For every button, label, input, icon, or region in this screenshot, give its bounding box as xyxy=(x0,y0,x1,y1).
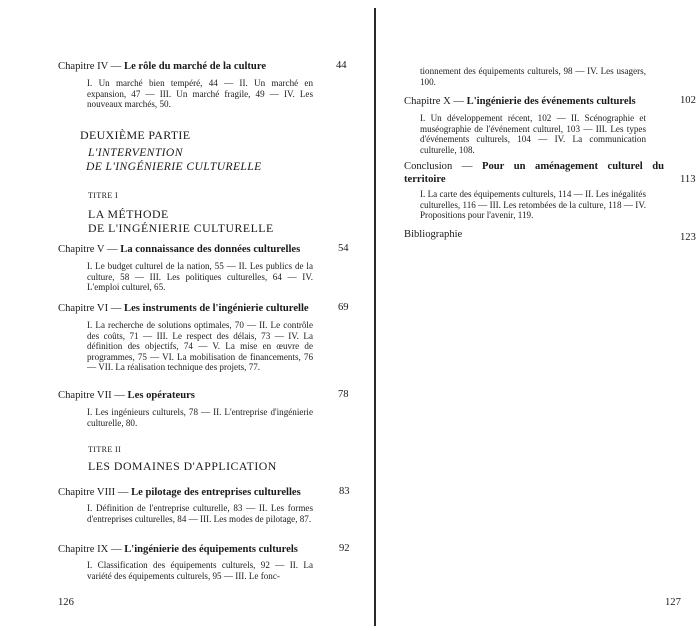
chapter-title: Le rôle du marché de la culture xyxy=(124,61,267,72)
right-page xyxy=(380,0,700,631)
titre-label: TITRE I xyxy=(88,191,119,200)
part-title-line1: L'INTERVENTION xyxy=(88,146,183,159)
chapter-summary: I. Un marché bien tempéré, 44 — II. Un marché en expansion, 47 — III. Un marché fragile, 49 — IV. Les nouveaux marchés, 50. xyxy=(87,78,313,109)
chapter-heading: Chapitre VIII — Le pilotage des entreprises culturelles xyxy=(58,487,301,498)
chapter-summary: I. Le budget culturel de la nation, 55 — II. Les publics de la culture, 58 — III. Les politiques culturelles, 64 — IV. L'emploi culturel, 65. xyxy=(87,261,313,292)
chapter-summary: I. Un développement récent, 102 — II. Scénographie et muséographie de l'événement culturel, 103 — III. Les types d'événements culturels, 104 — IV. La communication culturelle, 108. xyxy=(420,113,646,155)
chapter-summary-continuation: tionnement des équipements culturels, 98 — IV. Les usagers, 100. xyxy=(420,66,646,87)
chapter-title: La connaissance des données culturelles xyxy=(120,244,301,255)
chapter-heading: Chapitre IX — L'ingénierie des équipements culturels xyxy=(58,544,298,555)
chapter-label: Chapitre IV xyxy=(58,61,109,72)
chapter-heading: Chapitre V — La connaissance des données culturelles xyxy=(58,244,301,255)
chapter-label: Conclusion xyxy=(404,161,453,172)
chapter-label: Chapitre X xyxy=(404,96,451,107)
chapter-title: Pour un aménagement culturel du territoire xyxy=(404,161,664,185)
chapter-page-number: 54 xyxy=(338,243,349,254)
chapter-heading: Chapitre VII — Les opérateurs xyxy=(58,390,195,401)
chapter-summary: I. Les ingénieurs culturels, 78 — II. L'entreprise d'ingénierie culturelle, 80. xyxy=(87,407,313,428)
titre-heading-line1: LA MÉTHODE xyxy=(88,207,169,221)
chapter-summary: I. La carte des équipements culturels, 114 — II. Les inégalités culturelles, 116 — III. Les retombées de la culture, 118 — IV. Propositions pour l'avenir, 119. xyxy=(420,189,646,220)
chapter-title: Le pilotage des entreprises culturelles xyxy=(131,487,301,498)
bibliography-page-number: 123 xyxy=(680,232,696,243)
chapter-heading: Conclusion — Pour un aménagement culturel du territoire xyxy=(404,161,664,185)
chapter-page-number: 69 xyxy=(338,302,349,313)
chapter-page-number: 83 xyxy=(339,486,350,497)
bibliography-label: Bibliographie xyxy=(404,229,463,240)
chapter-title: Les instruments de l'ingénierie culturelle xyxy=(124,303,309,314)
chapter-title: L'ingénierie des équipements culturels xyxy=(124,544,298,555)
chapter-page-number: 78 xyxy=(338,389,349,400)
chapter-label: Chapitre V xyxy=(58,244,105,255)
titre-label: TITRE II xyxy=(88,445,122,454)
chapter-title: L'ingénierie des événements culturels xyxy=(466,96,636,107)
chapter-summary: I. La recherche de solutions optimales, 70 — II. Le contrôle des coûts, 71 — III. Le respect des délais, 73 — IV. La définition des objectifs, 74 — V. La mise en œuvre de programmes, 75 — VI. La mobilisation de financements, 76 — VII. La réalisation technique des projets, 77. xyxy=(87,320,313,372)
chapter-page-number: 92 xyxy=(339,543,350,554)
chapter-label: Chapitre VIII xyxy=(58,487,116,498)
chapter-summary: I. Définition de l'entreprise culturelle, 83 — II. Les formes d'entreprises culturelles, 84 — III. Les modes de pilotage, 87. xyxy=(87,503,313,524)
chapter-page-number: 113 xyxy=(680,174,696,185)
chapter-page-number: 102 xyxy=(680,95,696,106)
chapter-title: Les opérateurs xyxy=(127,390,195,401)
titre-heading-line1: LES DOMAINES D'APPLICATION xyxy=(88,459,277,473)
titre-heading-line2: DE L'INGÉNIERIE CULTURELLE xyxy=(88,221,274,235)
chapter-page-number: 44 xyxy=(336,60,347,71)
chapter-label: Chapitre VI xyxy=(58,303,109,314)
page-number: 126 xyxy=(58,597,74,608)
part-label: DEUXIÈME PARTIE xyxy=(80,128,191,142)
chapter-heading: Chapitre VI — Les instruments de l'ingénierie culturelle xyxy=(58,303,309,314)
chapter-heading: Chapitre IV — Le rôle du marché de la culture xyxy=(58,61,267,72)
chapter-label: Chapitre VII xyxy=(58,390,112,401)
page-number: 127 xyxy=(665,597,681,608)
chapter-label: Chapitre IX xyxy=(58,544,109,555)
part-title-line2: DE L'INGÉNIERIE CULTURELLE xyxy=(86,160,262,173)
chapter-heading: Chapitre X — L'ingénierie des événements culturels xyxy=(404,96,636,107)
chapter-summary: I. Classification des équipements culturels, 92 — II. La variété des équipements culturels, 95 — III. Le fonc- xyxy=(87,560,313,581)
